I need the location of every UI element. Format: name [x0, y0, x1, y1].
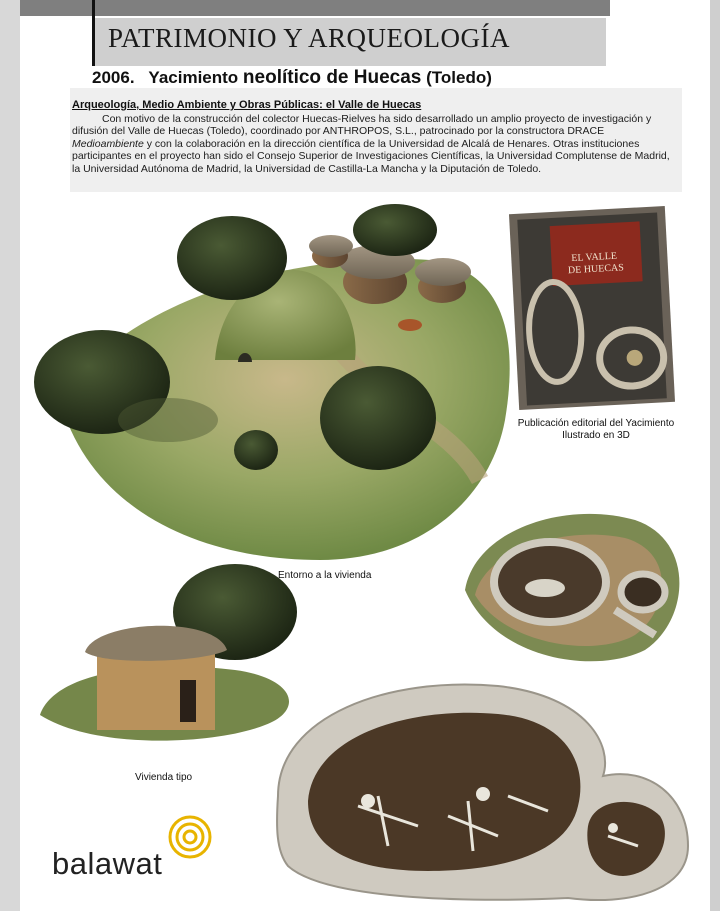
tree	[353, 204, 437, 256]
page-frame-left	[0, 0, 20, 911]
house-illustration	[35, 560, 305, 760]
burial-pit-illustration	[455, 500, 695, 670]
house-caption: Vivienda tipo	[135, 772, 193, 783]
subtitle-main: neolítico de Huecas	[242, 67, 422, 88]
book-caption	[498, 418, 694, 442]
hut-wall	[343, 260, 407, 304]
tree	[320, 366, 436, 470]
tree	[234, 430, 278, 470]
book-cover-title: EL VALLE	[571, 250, 618, 265]
body-part-1: Con motivo de la construcción del colector Huecas-Rielves ha sido desarrollado un amplio proyecto de investigación y difusión del Valle de Huecas (Toledo), coordinado por ANTHROPOS, S.L., patrocinado por la constructora DRACE	[72, 113, 652, 138]
body-italic: Medioambiente	[72, 137, 144, 150]
logo-text: balawat	[52, 846, 163, 881]
page-title: PATRIMONIO Y ARQUEOLOGÍA	[108, 23, 511, 53]
tree	[34, 330, 170, 434]
hut-roof	[415, 258, 471, 286]
tree	[177, 216, 287, 300]
subtitle-place: (Toledo)	[426, 68, 492, 87]
environment-caption: Entorno a la vivienda	[278, 570, 372, 581]
ossuary-illustration	[268, 676, 698, 906]
book-caption-text: Publicación editorial del Yacimiento Ilustrado en 3D	[517, 418, 675, 441]
burial-mound	[215, 270, 356, 360]
subtitle-prefix: Yacimiento	[148, 68, 239, 87]
book-cover	[514, 210, 674, 410]
hut-roof	[309, 235, 353, 257]
book-cover-title: DE HUECAS	[567, 262, 625, 277]
tree-shadow	[118, 398, 218, 442]
page-frame-right	[710, 0, 720, 911]
hut-wall	[418, 271, 466, 303]
hut-wall	[312, 244, 348, 268]
pit-wall	[621, 574, 665, 610]
section-body	[72, 113, 678, 175]
campfire	[398, 319, 422, 331]
house-wall	[97, 650, 215, 730]
header-rule	[92, 0, 95, 66]
hut-roof	[339, 245, 415, 279]
mound-entrance	[238, 353, 252, 362]
body-part-2: y con la colaboración en la dirección científica de la Universidad de Alcalá de Henares. Otras instituciones participantes en el proyecto han sido el Consejo Superior de Investigaciones Científicas, la Universidad Complutense de Madrid, la Universidad Autónoma de Madrid, la Universidad de Castilla-La Mancha y la Diputación de Toledo.	[72, 137, 670, 175]
page-subtitle	[92, 67, 492, 89]
page-frame-top	[20, 0, 610, 16]
logo-mark-icon	[160, 815, 220, 875]
subtitle-year: 2006.	[92, 68, 135, 87]
terrain-disc	[60, 259, 510, 560]
terrain-path	[300, 300, 480, 480]
section-heading: Arqueología, Medio Ambiente y Obras Públicas: el Valle de Huecas	[72, 99, 422, 111]
